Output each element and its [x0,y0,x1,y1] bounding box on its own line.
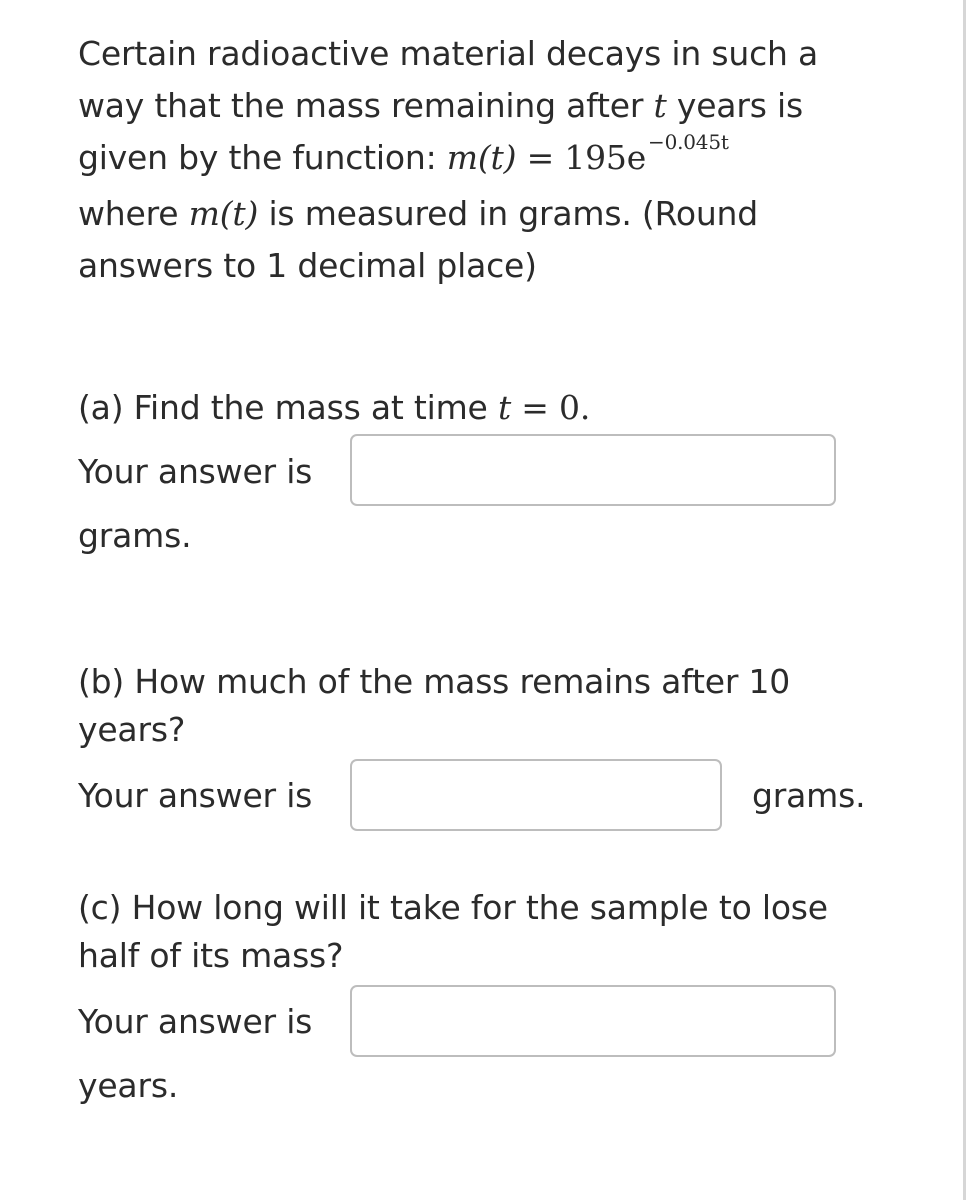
function-exponent: −0.045t [648,130,729,154]
part-c-question-line-1: (c) How long will it take for the sample to lose [78,888,828,927]
function-equation: = 195e [516,138,647,177]
statement-line-1: Certain radioactive material decays in such a [78,34,819,73]
part-a-equation: = 0. [511,388,591,427]
statement-line-4 [78,188,818,240]
part-b-answer-input[interactable] [350,759,722,831]
function-arg-t: (t) [477,138,517,177]
part-b-question-line-1: (b) How much of the mass remains after 10 [78,662,791,701]
part-a-question-text: (a) Find the mass at time [78,388,498,427]
variable-t: t [653,86,667,125]
problem-statement [78,28,818,292]
part-a-question [78,384,590,432]
part-c-question-line-2: half of its mass? [78,936,344,975]
statement-line-5: answers to 1 decimal place) [78,246,537,285]
part-a-answer-label: Your answer is [78,452,313,491]
statement-text: given by the function: [78,138,447,177]
part-a-answer-input[interactable] [350,434,836,506]
variable-t: t [497,388,512,427]
part-b-unit: grams. [752,776,866,815]
statement-text: is measured in grams. (Round [258,194,758,233]
part-c-answer-input[interactable] [350,985,836,1057]
function-arg-t: (t) [219,194,259,233]
statement-text: where [78,194,189,233]
function-name-m: m [188,194,220,233]
statement-line-3 [78,132,818,188]
statement-text: way that the mass remaining after [78,86,654,125]
part-b-question-line-2: years? [78,710,186,749]
part-c-answer-label: Your answer is [78,1002,313,1041]
part-c-unit: years. [78,1066,179,1105]
statement-text: years is [666,86,803,125]
part-a-unit: grams. [78,516,192,555]
statement-line-2 [78,80,818,132]
function-name-m: m [446,138,478,177]
part-b-answer-label: Your answer is [78,776,313,815]
